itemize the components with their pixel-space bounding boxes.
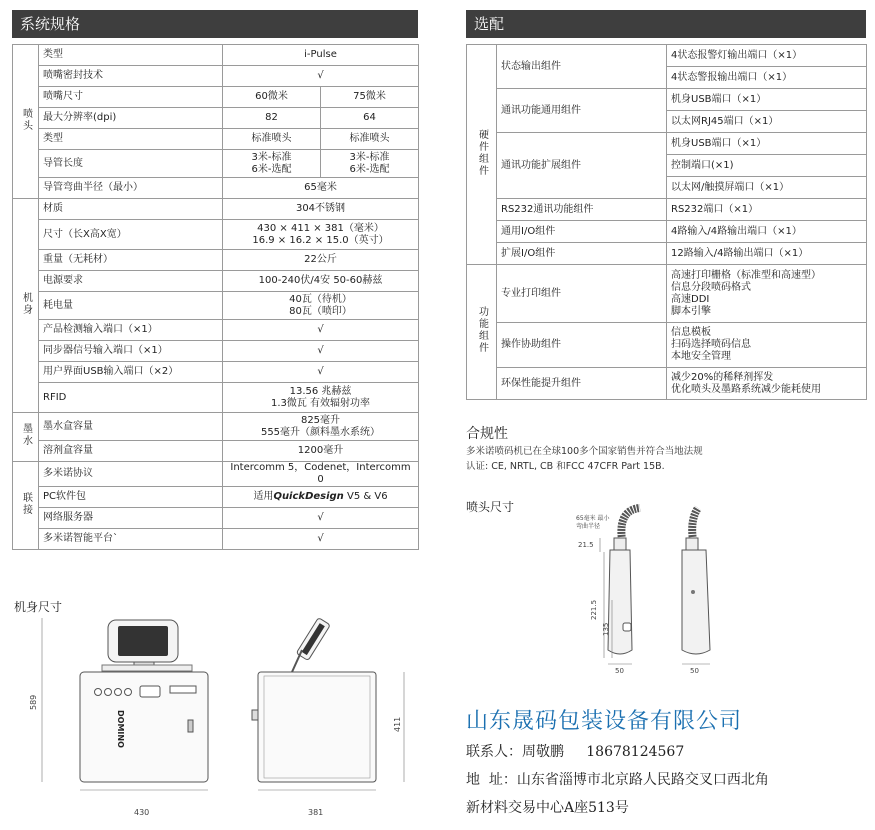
spec-group-text: 机身 [20,291,32,316]
option-row [467,89,867,111]
option-value: RS232端口（×1） [667,199,867,221]
dim-width-2: 50 [690,667,699,675]
spec-value: √ [223,362,419,383]
option-group-label [467,265,497,400]
options-table [466,44,867,400]
spec-label: 产品检测输入端口（×1） [39,320,223,341]
spec-value-b: 标准喷头 [321,129,419,150]
spec-value-a: 60微米 [223,87,321,108]
spec-label: 墨水盒容量 [39,413,223,441]
spec-label: 导管长度 [39,150,223,178]
spec-row [13,508,419,529]
spec-value-b: 64 [321,108,419,129]
spec-table [12,44,419,550]
spec-value-b: 75微米 [321,87,419,108]
option-row [467,45,867,67]
spec-label: 用户界面USB输入端口（×2） [39,362,223,383]
spec-label: 喷嘴尺寸 [39,87,223,108]
option-value: 以太网RJ45端口（×1） [667,111,867,133]
dim-lower: 135 [602,622,610,636]
printhead-title: 喷头尺寸 [466,500,515,514]
option-label: 扩展I/O组件 [497,243,667,265]
option-label: 通用I/O组件 [497,221,667,243]
option-label: 环保性能提升组件 [497,368,667,400]
spec-value: 1200毫升 [223,441,419,462]
option-value: 4状态警报输出端口（×1） [667,67,867,89]
compliance-title: 合规性 [466,426,508,442]
spec-table-wrap [12,44,418,550]
spec-value: 825毫升 555毫升（颜料墨水系统） [223,413,419,441]
spec-value [223,487,419,508]
option-row [467,243,867,265]
spec-group-text: 联接 [20,491,32,516]
screen-display [118,626,168,656]
bend-label-2: 弯曲半径 [576,523,601,530]
spec-label: 耗电量 [39,292,223,320]
dim-top: 21.5 [578,541,594,549]
option-value: 高速打印栅格（标准型和高速型） 信息分段喷码格式 高速DDI 脚本引擎 [667,265,867,323]
option-group-label [467,45,497,265]
option-row [467,221,867,243]
dim-side-depth: 381 [308,808,324,817]
spec-label: 最大分辨率(dpi) [39,108,223,129]
head-side-body [682,550,710,654]
spec-value: √ [223,66,419,87]
spec-row [13,341,419,362]
brand-label: DOMINO [116,710,125,748]
option-group-text: 功能组件 [476,306,488,354]
spec-row [13,413,419,441]
spec-value: √ [223,341,419,362]
option-value: 机身USB端口（×1） [667,89,867,111]
spec-value: 100-240伏/4安 50-60赫兹 [223,271,419,292]
cabinet-side [258,672,376,782]
option-value: 控制端口(×1) [667,155,867,177]
dim-width-1: 50 [615,667,624,675]
company-address-1: 地 址：山东省淄博市北京路人民路交叉口西北角 [466,772,769,788]
spec-label: 尺寸（长X高X宽） [39,220,223,250]
option-label: 专业打印组件 [497,265,667,323]
spec-row [13,529,419,550]
spec-group-text: 喷头 [20,107,32,132]
option-value: 4路输入/4路输出端口（×1） [667,221,867,243]
option-row [467,368,867,400]
body-dims-title: 机身尺寸 [14,600,63,614]
software-prefix: 适用 [253,491,274,502]
company-name: 山东晟码包装设备有限公司 [466,709,743,734]
spec-label: 同步器信号输入端口（×1） [39,341,223,362]
spec-row [13,362,419,383]
spec-value: 40瓦（待机） 80瓦（喷印） [223,292,419,320]
spec-value-a: 82 [223,108,321,129]
conduit-side [692,508,698,540]
spec-row [13,462,419,487]
spec-row [13,487,419,508]
spec-label: 多米诺协议 [39,462,223,487]
spec-label: 导管弯曲半径（最小） [39,178,223,199]
spec-row [13,320,419,341]
spec-label: 类型 [39,129,223,150]
spec-value: 304不锈钢 [223,199,419,220]
spec-row [13,292,419,320]
spec-row [13,199,419,220]
printhead-drawing [560,500,760,680]
spec-label: 多米诺智能平台` [39,529,223,550]
spec-label: PC软件包 [39,487,223,508]
options-header: 选配 [466,10,866,38]
spec-value: 13.56 兆赫兹 1.3微瓦 有效辐射功率 [223,383,419,413]
spec-row [13,383,419,413]
conduit-front [621,508,640,540]
spec-group-label [13,413,39,462]
spec-value: 22公斤 [223,250,419,271]
spec-value: 430 × 411 × 381（毫米） 16.9 × 16.2 × 15.0（英寸） [223,220,419,250]
conduit-collar [614,538,626,550]
option-row [467,265,867,323]
spec-value-a: 标准喷头 [223,129,321,150]
spec-row [13,250,419,271]
software-brand: QuickDesign [273,491,344,502]
option-row [467,133,867,155]
spec-row [13,129,419,150]
option-row [467,199,867,221]
option-value: 减少20%的稀释剂挥发 优化喷头及墨路系统减少能耗使用 [667,368,867,400]
spec-row [13,271,419,292]
option-value: 以太网/触摸屏端口（×1） [667,177,867,199]
option-label: RS232通讯功能组件 [497,199,667,221]
spec-row [13,178,419,199]
option-group-text: 硬件组件 [476,128,488,177]
spec-row [13,150,419,178]
option-value: 机身USB端口（×1） [667,133,867,155]
spec-value: √ [223,508,419,529]
option-row [467,323,867,368]
spec-row [13,87,419,108]
spec-value: √ [223,320,419,341]
spec-value: Intercomm 5，Codenet，Intercomm 0 [223,462,419,487]
spec-group-label [13,45,39,199]
spec-row [13,66,419,87]
options-table-wrap [466,44,866,400]
option-label: 状态输出组件 [497,45,667,89]
spec-group-label [13,462,39,550]
dim-front-height: 589 [29,694,38,710]
company-address-2: 新材料交易中心A座513号 [466,800,629,816]
spec-row [13,441,419,462]
option-value: 4状态报警灯输出端口（×1） [667,45,867,67]
dim-front-width: 430 [134,808,150,817]
dim-height: 221.5 [590,599,598,620]
spec-header: 系统规格 [12,10,418,38]
spec-value: i-Pulse [223,45,419,66]
compliance-line-1: 多米诺喷码机已在全球100多个国家销售并符合当地法规 [466,446,703,457]
head-front-body [608,550,632,654]
software-version: V5 & V6 [343,491,388,502]
spec-label: 重量（无耗材） [39,250,223,271]
spec-label: 电源要求 [39,271,223,292]
compliance-line-2: 认证: CE, NRTL, CB 和FCC 47CFR Part 15B. [466,461,665,472]
spec-label: 类型 [39,45,223,66]
spec-value: √ [223,529,419,550]
spec-row [13,220,419,250]
spec-value-b: 3米-标准 6米-选配 [321,150,419,178]
dim-side-height: 411 [393,716,402,732]
company-contact: 联系人：周敬鹏 18678124567 [466,744,685,760]
option-label: 操作协助组件 [497,323,667,368]
spec-group-text: 墨水 [20,423,32,447]
spec-label: 溶剂盒容量 [39,441,223,462]
spec-value: 65毫米 [223,178,419,199]
spec-row [13,45,419,66]
option-label: 通讯功能通用组件 [497,89,667,133]
body-drawing [12,610,422,825]
spec-label: RFID [39,383,223,413]
spec-row [13,108,419,129]
spec-label: 材质 [39,199,223,220]
head-front-nozzle [623,623,631,631]
bend-label-1: 65毫米 最小 [576,515,610,522]
spec-label: 喷嘴密封技术 [39,66,223,87]
option-value: 信息模板 扫码选择喷码信息 本地安全管理 [667,323,867,368]
spec-group-label [13,199,39,413]
spec-label: 网络服务器 [39,508,223,529]
option-label: 通讯功能扩展组件 [497,133,667,199]
option-value: 12路输入/4路输出端口（×1） [667,243,867,265]
spec-value-a: 3米-标准 6米-选配 [223,150,321,178]
